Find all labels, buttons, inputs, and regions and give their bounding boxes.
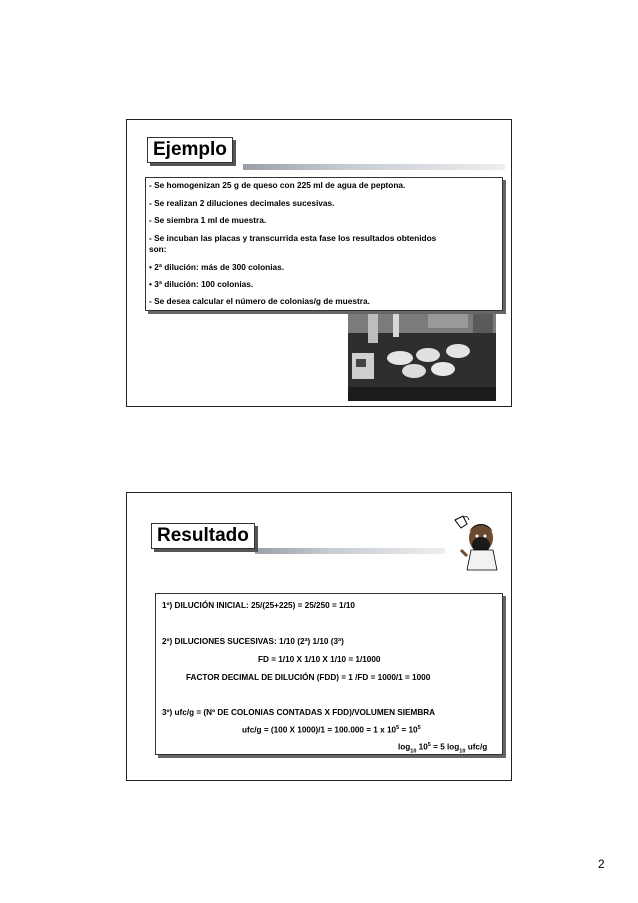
example-text-box <box>145 177 503 311</box>
slide-ejemplo <box>126 119 512 407</box>
lab-photo-image <box>348 303 496 401</box>
log-text: = 5 log <box>430 742 460 752</box>
thinking-man-icon <box>453 514 501 572</box>
log-text: 10 <box>416 742 428 752</box>
ufc-calc-text: ufc/g = (100 X 1000)/1 = 100.000 = 1 x 10 <box>242 725 397 735</box>
initial-dilution-line: 1º) DILUCIÓN INICIAL: 25/(25+225) = 25/250 = 1/10 <box>162 601 355 610</box>
ufc-definition-line: 3º) ufc/g = (Nº DE COLONIAS CONTADAS X FDD)/VOLUMEN SIEMBRA <box>162 708 436 717</box>
title-underline-bar <box>255 548 445 554</box>
text-line: son: <box>149 244 167 254</box>
fdd-formula-line: FACTOR DECIMAL DE DILUCIÓN (FDD) = 1 /FD = 1000/1 = 1000 <box>186 673 431 682</box>
subscript: 10 <box>410 748 417 755</box>
exponent: 5 <box>417 725 421 731</box>
page-number: 2 <box>598 857 605 871</box>
exponent: 5 <box>427 742 431 748</box>
exponent: 5 <box>396 725 400 731</box>
text-line: • 2ª dilución: más de 300 colonias. <box>149 262 285 272</box>
slide-title: Ejemplo <box>147 137 233 163</box>
text-line: - Se desea calcular el número de colonias/g de muestra. <box>149 296 370 306</box>
lab-photo <box>348 303 496 401</box>
text-line: - Se siembra 1 ml de muestra. <box>149 215 267 225</box>
text-line: • 3ª dilución: 100 colonias. <box>149 279 254 289</box>
slide-resultado <box>126 492 512 781</box>
fd-formula-line: FD = 1/10 X 1/10 X 1/10 = 1/1000 <box>258 655 381 664</box>
log-result-line <box>398 742 487 754</box>
title-underline-bar <box>243 164 505 170</box>
slide-title: Resultado <box>151 523 255 549</box>
text-line: - Se incuban las placas y transcurrida esta fase los resultados obtenidos <box>149 233 437 243</box>
log-text: log <box>398 742 411 752</box>
ufc-calculation-line <box>242 725 421 735</box>
result-text-box <box>155 593 503 755</box>
successive-dilutions-line: 2º) DILUCIONES SUCESIVAS: 1/10 (2ª) 1/10 (3ª) <box>162 637 344 646</box>
log-text: ufc/g <box>465 742 488 752</box>
ufc-calc-text: = 10 <box>399 725 418 735</box>
text-line: - Se realizan 2 diluciones decimales sucesivas. <box>149 198 335 208</box>
subscript: 10 <box>459 748 466 755</box>
text-line: - Se homogenizan 25 g de queso con 225 ml de agua de peptona. <box>149 180 406 190</box>
